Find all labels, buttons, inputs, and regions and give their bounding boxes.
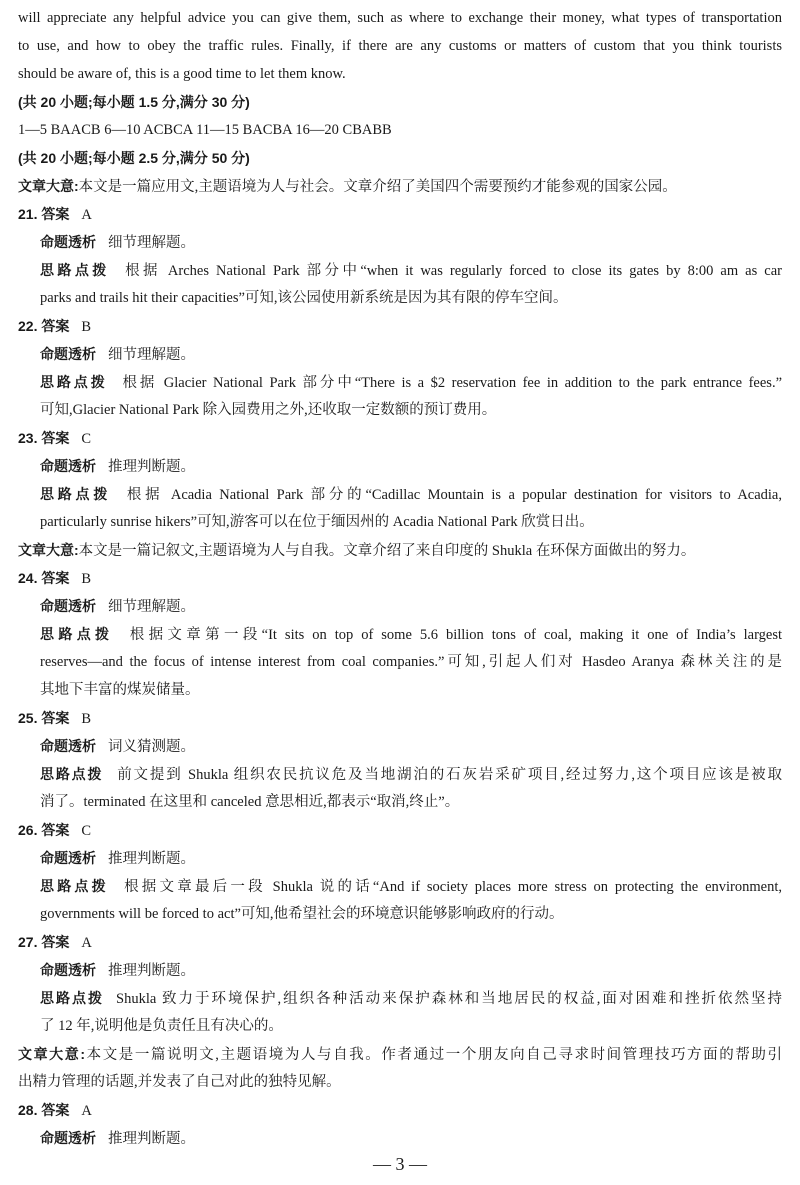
body-text: 根据 Glacier National Park 部分中“There is a $2 reservation fee in addition to the park entrance fees.”: [119, 375, 783, 391]
text-line: [40, 984, 782, 1012]
body-text: 细节理解题。: [108, 599, 195, 615]
bold-label: 思路点拨: [40, 262, 110, 278]
body-text: will appreciate any helpful advice you can give them, such as where to exchange their money, what types of transportation: [18, 10, 782, 26]
body-text: 了 12 年,说明他是负责任且有决心的。: [40, 1018, 283, 1034]
text-line: [40, 284, 782, 312]
text-line: [40, 1012, 782, 1040]
text-line: [18, 564, 782, 592]
body-text: Shukla 致力于环境保护,组织各种活动来保护森林和当地居民的权益,面对困难和挫折依然坚持: [116, 991, 783, 1007]
text-line: [40, 732, 782, 760]
bold-label: 命题透析: [40, 850, 96, 866]
body-text: 前文提到 Shukla 组织农民抗议危及当地湖泊的石灰岩采矿项目,经过努力,这个项目应该是被取: [115, 767, 783, 783]
text-line: [18, 144, 782, 172]
bold-label: 命题透析: [40, 1130, 96, 1146]
text-line: [18, 116, 782, 144]
body-text: A: [81, 935, 92, 951]
body-text: 本文是一篇记叙文,主题语境为人与自我。文章介绍了来自印度的 Shukla 在环保方面做出的努力。: [78, 543, 696, 559]
text-line: [40, 844, 782, 872]
text-line: [18, 88, 782, 116]
text-line: [40, 676, 782, 704]
body-text: 本文是一篇说明文,主题语境为人与自我。作者通过一个朋友向自己寻求时间管理技巧方面的帮助引: [85, 1047, 782, 1063]
text-line: [40, 452, 782, 480]
body-text: 其地下丰富的煤炭储量。: [40, 682, 200, 698]
bold-label: 26. 答案: [18, 822, 70, 838]
bold-label: 文章大意:: [18, 178, 79, 194]
text-line: [18, 816, 782, 844]
body-text: 词义猜测题。: [108, 739, 195, 755]
body-text: 细节理解题。: [108, 347, 195, 363]
body-text: B: [81, 571, 92, 587]
body-text: C: [81, 431, 92, 447]
body-text: should be aware of, this is a good time to let them know.: [18, 66, 346, 82]
text-line: [40, 592, 782, 620]
text-line: [40, 508, 782, 536]
body-text: 本文是一篇应用文,主题语境为人与社会。文章介绍了美国四个需要预约才能参观的国家公园。: [78, 179, 677, 195]
body-text: C: [81, 823, 92, 839]
text-line: [40, 620, 782, 648]
body-text: 推理判断题。: [108, 963, 195, 979]
body-text: to use, and how to obey the traffic rules. Finally, if there are any customs or matters of custom that you think tourists: [18, 38, 782, 54]
bold-label: 命题透析: [40, 598, 96, 614]
body-text: 细节理解题。: [108, 235, 195, 251]
bold-label: 思路点拨: [40, 626, 114, 642]
bold-label: 24. 答案: [18, 570, 70, 586]
body-text: A: [81, 1103, 92, 1119]
body-text: 推理判断题。: [108, 459, 195, 475]
bold-label: (共 20 小题;每小题 2.5 分,满分 50 分): [18, 150, 250, 166]
body-text: 可知,Glacier National Park 除入园费用之外,还收取一定数额的预订费用。: [40, 402, 497, 418]
text-line: [40, 956, 782, 984]
text-line: [18, 4, 782, 32]
text-line: [40, 340, 782, 368]
text-line: [40, 480, 782, 508]
text-line: [40, 900, 782, 928]
text-line: [18, 928, 782, 956]
text-line: [18, 1040, 782, 1068]
text-line: [18, 536, 782, 564]
body-text: B: [81, 711, 92, 727]
text-line: [40, 256, 782, 284]
text-line: [40, 648, 782, 676]
text-line: [40, 872, 782, 900]
body-text: B: [81, 319, 92, 335]
text-line: [18, 172, 782, 200]
text-line: [40, 760, 782, 788]
bold-label: 23. 答案: [18, 430, 70, 446]
page-number: — 3 —: [373, 1154, 427, 1174]
body-text: 推理判断题。: [108, 1131, 195, 1147]
text-line: [18, 32, 782, 60]
body-text: particularly sunrise hikers”可知,游客可以在位于缅因州的 Acadia National Park 欣赏日出。: [40, 514, 594, 530]
text-line: [18, 424, 782, 452]
text-line: [40, 396, 782, 424]
body-text: 推理判断题。: [108, 851, 195, 867]
body-text: governments will be forced to act”可知,他希望社会的环境意识能够影响政府的行动。: [40, 906, 564, 922]
bold-label: 命题透析: [40, 962, 96, 978]
text-line: [40, 788, 782, 816]
bold-label: 21. 答案: [18, 206, 70, 222]
body-text: 1—5 BAACB 6—10 ACBCA 11—15 BACBA 16—20 CBABB: [18, 122, 392, 138]
text-line: [18, 704, 782, 732]
bold-label: 25. 答案: [18, 710, 70, 726]
bold-label: 22. 答案: [18, 318, 70, 334]
bold-label: 思路点拨: [40, 766, 104, 782]
bold-label: 思路点拨: [40, 878, 109, 894]
bold-label: (共 20 小题;每小题 1.5 分,满分 30 分): [18, 94, 250, 110]
bold-label: 命题透析: [40, 458, 96, 474]
text-line: [40, 1124, 782, 1152]
text-line: [18, 1096, 782, 1124]
bold-label: 27. 答案: [18, 934, 70, 950]
text-line: [40, 368, 782, 396]
text-line: [18, 1068, 782, 1096]
text-line: [18, 312, 782, 340]
body-text: parks and trails hit their capacities”可知,该公园使用新系统是因为其有限的停车空间。: [40, 290, 568, 306]
body-text: 出精力管理的话题,并发表了自己对此的独特见解。: [18, 1074, 341, 1090]
text-line: [18, 60, 782, 88]
bold-label: 思路点拨: [40, 486, 112, 502]
bold-label: 命题透析: [40, 234, 96, 250]
body-text: 根据文章第一段“It sits on top of some 5.6 billion tons of coal, making it one of India’s largest: [125, 627, 783, 643]
bold-label: 思路点拨: [40, 374, 108, 390]
body-text: reserves—and the focus of intense interest from coal companies.”可知,引起人们对 Hasdeo Aranya 森林关注的是: [40, 654, 782, 670]
text-line: [18, 200, 782, 228]
bold-label: 28. 答案: [18, 1102, 70, 1118]
text-line: [40, 228, 782, 256]
bold-label: 文章大意:: [18, 1046, 86, 1062]
body-text: 根据 Arches National Park 部分中“when it was regularly forced to close its gates by 8:00 am as car: [121, 263, 782, 279]
bold-label: 文章大意:: [18, 542, 79, 558]
body-text: A: [81, 207, 92, 223]
bold-label: 思路点拨: [40, 990, 105, 1006]
body-text: 根据文章最后一段 Shukla 说的话“And if society places more stress on protecting the environment,: [120, 879, 782, 895]
bold-label: 命题透析: [40, 738, 96, 754]
body-text: 消了。terminated 在这里和 canceled 意思相近,都表示“取消,终止”。: [40, 794, 460, 810]
body-text: 根据 Acadia National Park 部分的“Cadillac Mountain is a popular destination for visitors to Acadia,: [123, 487, 782, 503]
bold-label: 命题透析: [40, 346, 96, 362]
